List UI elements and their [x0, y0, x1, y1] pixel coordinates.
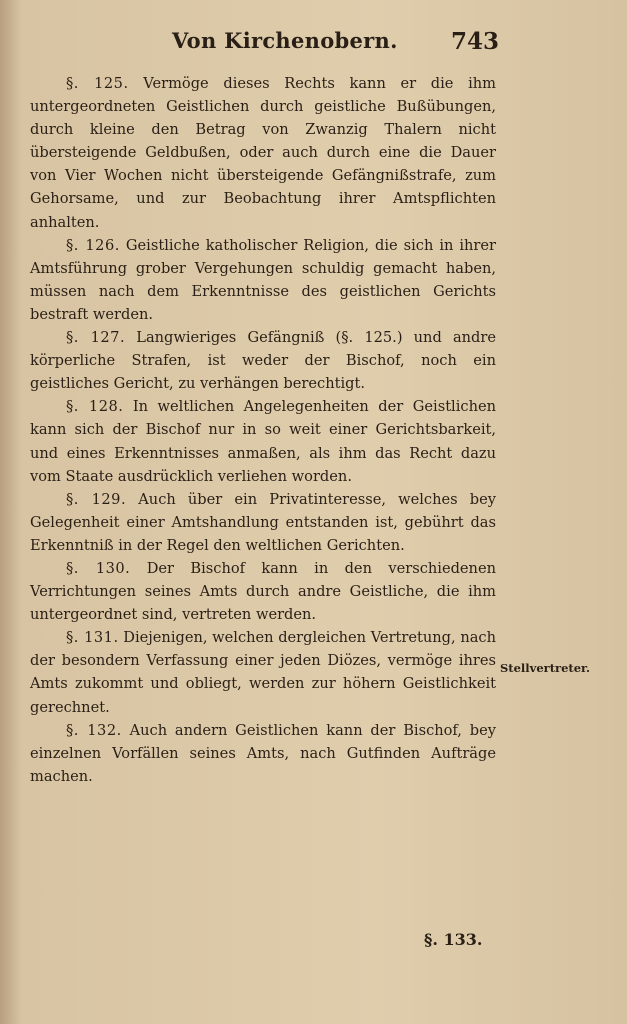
- section-number: §. 131.: [66, 629, 119, 647]
- paragraph-127: [30, 326, 496, 395]
- paragraph-129: [30, 488, 496, 557]
- section-number: §. 125.: [66, 75, 129, 92]
- paragraph-text: Vermöge dieses Rechts kann er die ihm untergeordneten Geistlichen durch geistliche Bußübungen, durch kleine den Betrag von Zwanzig Thalern nicht übersteigende Geldbußen, oder auch durch eine die Dauer von Vier Wochen nicht übersteigende Gefängnißstrafe, zum Gehorsame, und zur Beobachtung ihrer Amtspflichten anhalten.: [30, 75, 496, 231]
- paragraph-131: [30, 626, 496, 718]
- section-number: §. 127.: [66, 329, 126, 347]
- page-header: [30, 28, 499, 64]
- paragraph-text: In weltlichen Angelegenheiten der Geistlichen kann sich der Bischof nur in so weit einer Gerichtsbarkeit, und eines Erkenntnisses anmaßen, als ihm das Recht dazu vom Staate ausdrücklich verliehen worden.: [30, 398, 496, 485]
- paragraph-132: [30, 719, 496, 788]
- page-number: 743: [450, 28, 499, 55]
- paragraph-text: Langwieriges Gefängniß (§. 125.) und andre körperliche Strafen, ist weder der Bischof, noch ein geistliches Gericht, zu verhängen berechtigt.: [30, 329, 497, 393]
- paragraph-text: Auch über ein Privatinteresse, welches bey Gelegenheit einer Amtshandlung entstanden ist, gebührt das Erkenntniß in der Regel den weltlichen Gerichten.: [30, 490, 497, 554]
- paragraph-text: Diejenigen, welchen dergleichen Vertretung, nach der besondern Verfassung einer jeden Diözes, vermöge ihres Amts zukommt und obliegt, werden zur höhern Geistlichkeit gerechnet.: [30, 629, 496, 716]
- catchword: §. 133.: [424, 930, 483, 949]
- paragraph-130: [30, 557, 496, 626]
- margin-note: Stellvertreter.: [500, 661, 591, 675]
- section-number: §. 129.: [66, 490, 127, 508]
- section-number: §. 130.: [66, 559, 131, 577]
- paragraph-126: [30, 234, 496, 326]
- paragraph-125: [30, 72, 496, 234]
- running-title: Von Kirchenobern.: [172, 28, 398, 53]
- body-text: [30, 72, 496, 788]
- paragraph-text: Der Bischof kann in den verschiedenen Verrichtungen seines Amts durch andre Geistliche, die ihm untergeordnet sind, vertreten werden.: [30, 559, 496, 624]
- section-number: §. 132.: [66, 721, 122, 739]
- section-number: §. 128.: [66, 398, 124, 416]
- section-number: §. 126.: [66, 236, 120, 254]
- paragraph-text: Geistliche katholischer Religion, die sich in ihrer Amtsführung grober Vergehungen schuldig gemacht haben, müssen nach dem Erkenntnisse des geistlichen Gerichts bestraft werden.: [30, 236, 497, 323]
- paragraph-128: [30, 395, 496, 487]
- paragraph-text: Auch andern Geistlichen kann der Bischof, bey einzelnen Vorfällen seines Amts, nach Gutfinden Aufträge machen.: [30, 721, 496, 785]
